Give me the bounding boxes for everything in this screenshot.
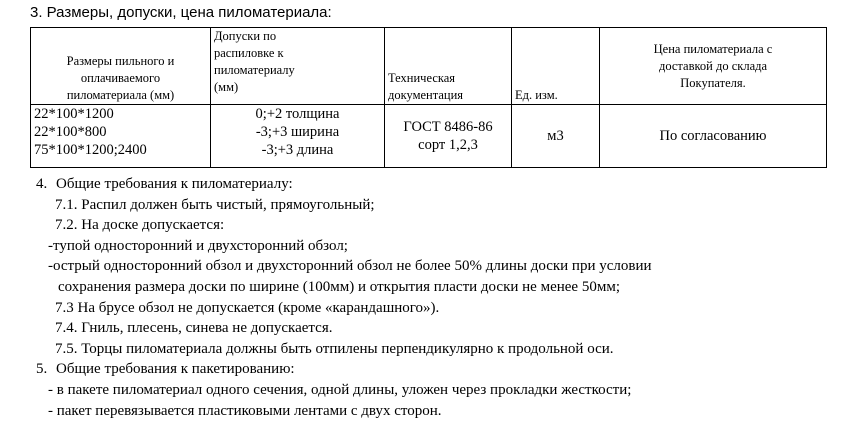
requirement-line: сохранения размера доски по ширине (100мм) и открытия пласти доски не менее 50мм;	[58, 278, 620, 295]
requirement-line: -тупой односторонний и двухсторонний обзол;	[48, 237, 348, 254]
requirement-line: 7.3 На брусе обзол не допускается (кроме «карандашного»).	[55, 299, 440, 316]
section-4-title: 4. Общие требования к пиломатериалу:	[36, 176, 293, 192]
section-5-title: 5. Общие требования к пакетированию:	[36, 361, 295, 378]
cell-documentation: ГОСТ 8486-86 сорт 1,2,3	[385, 105, 512, 168]
header-unit: Ед. изм.	[512, 28, 600, 105]
cell-price: По согласованию	[600, 105, 827, 168]
table-row	[31, 105, 827, 168]
packaging-line: - пакет перевязывается пластиковыми лентами с двух сторон.	[48, 402, 442, 419]
table-header-row	[31, 28, 827, 105]
lumber-spec-table	[30, 27, 827, 168]
cell-tolerances: 0;+2 толщина -3;+3 ширина -3;+3 длина	[211, 105, 385, 168]
section-3-title: 3. Размеры, допуски, цена пиломатериала:	[30, 4, 332, 21]
requirement-line: -острый односторонний обзол и двухсторонний обзол не более 50% длины доски при условии	[48, 258, 652, 275]
requirement-line: 7.1. Распил должен быть чистый, прямоугольный;	[55, 196, 375, 213]
requirement-line: 7.5. Торцы пиломатериала должны быть отпилены перпендикулярно к продольной оси.	[55, 340, 614, 357]
header-price: Цена пиломатериала с доставкой до склада Покупателя.	[600, 28, 827, 105]
requirement-line: 7.2. На доске допускается:	[55, 217, 225, 234]
cell-sizes: 22*100*1200 22*100*800 75*100*1200;2400	[31, 105, 211, 168]
cell-unit: м3	[512, 105, 600, 168]
requirements-text	[0, 174, 858, 421]
header-tolerances: Допуски по распиловке к пиломатериалу (мм)	[211, 28, 385, 105]
requirement-line: 7.4. Гниль, плесень, синева не допускается.	[55, 320, 333, 337]
header-sizes: Размеры пильного и оплачиваемого пиломатериала (мм)	[31, 28, 211, 105]
header-documentation: Техническая документация	[385, 28, 512, 105]
packaging-line: - в пакете пиломатериал одного сечения, одной длины, уложен через прокладки жесткости;	[48, 381, 632, 398]
